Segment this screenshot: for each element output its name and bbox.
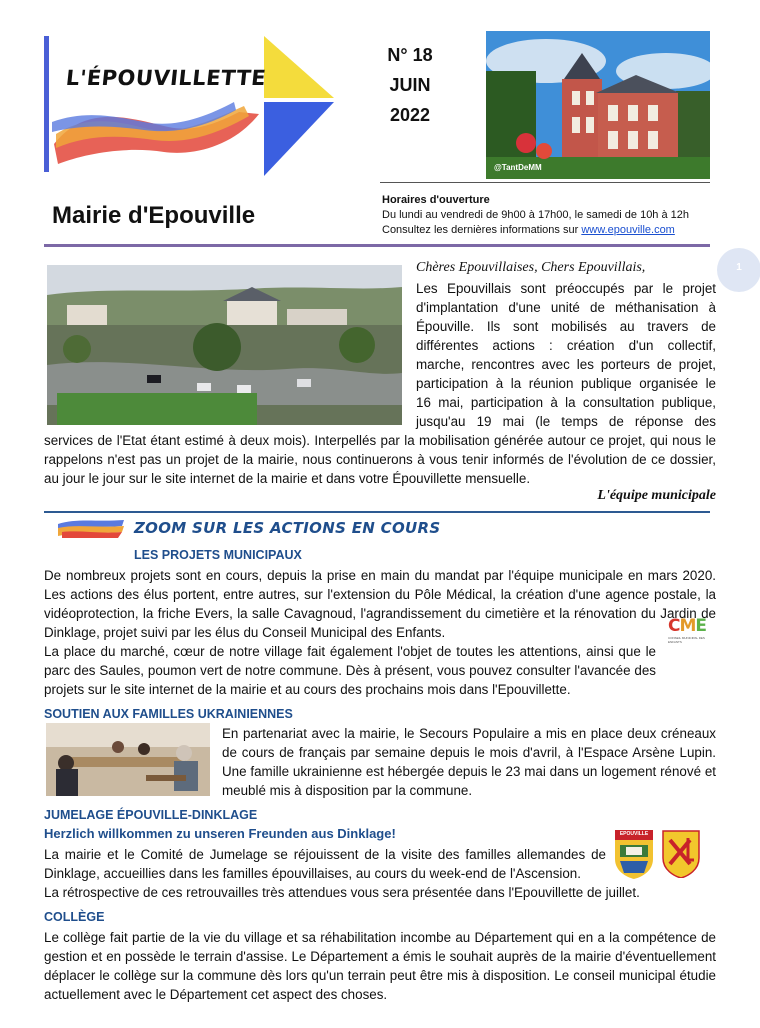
editorial-line: différentes actions : création d'un collectif,: [416, 338, 716, 353]
issue-info: [370, 40, 450, 130]
crest-label: EPOUVILLE: [619, 831, 649, 837]
editorial-line: Épouville. Ils sont mobilisés au travers de: [416, 319, 716, 334]
jumelage-body-2: La rétrospective de ces retrouvailles très attendues vous sera présentée dans l'Epouvillette de juillet.: [44, 885, 640, 900]
issue-number: N° 18: [387, 45, 433, 65]
info-prefix: Consultez les dernières informations sur: [382, 224, 582, 236]
epouville-crest-icon: [614, 829, 654, 879]
editorial-line: marche, rencontres avec les porteurs de projet,: [416, 357, 716, 372]
issue-month: JUIN: [389, 75, 431, 95]
hours-text: Du lundi au vendredi de 9h00 à 17h00, le samedi de 10h à 12h: [382, 209, 690, 221]
brush-stroke-icon: [56, 516, 126, 540]
newsletter-logo: [44, 36, 334, 176]
editorial-line: jusqu'au 19 mai (le temps de réponse des: [416, 414, 716, 429]
ukraine-body: En partenariat avec la mairie, le Secours Populaire a mis en place deux créneaux de cours de français par semaine depuis le mois d'avril, à l'Espace Arsène Lupin. Une famille ukrainienne est hébergée depuis le 23 mai dans un logement rénové et meublé mis à disposition par la commune.: [222, 726, 716, 798]
logo-title: L'ÉPOUVILLETTE: [64, 66, 268, 90]
ukraine-heading: SOUTIEN AUX FAMILLES UKRAINIENNES: [44, 707, 293, 721]
issue-year: 2022: [389, 105, 431, 125]
projects-paragraph-1: De nombreux projets sont en cours, depuis la prise en main du mandat par l'équipe municipale en mars 2020. Les actions des élus portent, entre autres, sur l'extension du Pôle Médical, la création d'une agence postale, la vidéoprotection, la friche Evers, la salle Cavagnoud, l'agrandissement du cimetière et la rénovation du Jardin de Dinklage, projet suivi par les élus du Conseil Municipal des Enfants.: [44, 568, 716, 640]
cme-logo: CME CONSEIL MUNICIPAL DES ENFANTS: [668, 616, 716, 646]
editorial-signature: L'équipe municipale: [597, 488, 716, 503]
editorial-body-cont: services de l'Etat étant estimé à deux mois). Interpellés par la mobilisation générée autour ce projet, qui nous le rappelons n'est pas un projet de la mairie, nous continuerons à vous tenir informés de l'évolution de ce dossier, au jour le jour sur le site internet de la mairie et dans votre Épouvillette mensuelle.: [44, 433, 716, 486]
projects-paragraph-2: La place du marché, cœur de notre village fait également l'objet de toutes les attentions, ainsi que le parc des Saules, poumon vert de notre commune. Dès à présent, vous pouvez consulter l'avancée des projets sur le site internet de la mairie et au cours des prochains mois dans l'Epouvillette.: [44, 644, 656, 697]
jumelage-body: La mairie et le Comité de Jumelage se réjouissent de la visite des familles allemandes de Dinklage, accueillies dans les familles épouvillaises, au cours du week-end de l'Ascension.: [44, 847, 606, 881]
zoom-section-title: ZOOM SUR LES ACTIONS EN COURS: [134, 519, 441, 537]
french-class-photo: [46, 723, 210, 796]
editorial-greeting: Chères Epouvillaises, Chers Epouvillais,: [416, 260, 646, 275]
header-divider: [380, 182, 710, 183]
editorial-line: participation à la réunion publique organisée le: [416, 376, 716, 391]
editorial-line: Les Epouvillais sont préoccupés par le projet: [416, 281, 716, 296]
college-body: Le collège fait partie de la vie du village et sa réhabilitation incombe au Département qui en a la compétence de gestion et en possède le terrain d'assise. Le Département a émis le souhait auprès de la mairie d'éventuellement déplacer le collège sur la commune dès lors qu'un terrain peut être mis à disposition. Le conseil municipal étudie actuellement avec le Département cet aspect des choses.: [44, 930, 716, 1002]
section-divider: [44, 511, 710, 513]
protest-march-photo: [47, 265, 402, 425]
college-heading: COLLÈGE: [44, 910, 105, 924]
projects-heading: LES PROJETS MUNICIPAUX: [134, 548, 302, 562]
title-underline: [44, 244, 710, 247]
editorial-body: [416, 279, 716, 431]
projects-paragraph-2-a: [44, 642, 656, 699]
opening-hours: [382, 193, 689, 238]
cme-caption: CONSEIL MUNICIPAL DES ENFANTS: [668, 636, 705, 644]
page-number: 1: [736, 262, 742, 273]
jumelage-heading: JUMELAGE ÉPOUVILLE-DINKLAGE: [44, 808, 258, 822]
editorial-line: 16 mai, participation à la consultation publique,: [416, 395, 716, 410]
town-hall-photo: [486, 31, 710, 179]
photo-credit: @TantDeMM: [494, 163, 542, 172]
jumelage-subheading: Herzlich willkommen zu unseren Freunden aus Dinklage!: [44, 826, 396, 841]
projects-body: [44, 566, 716, 642]
hours-heading: Horaires d'ouverture: [382, 194, 490, 206]
dinklage-crest-icon: [662, 830, 700, 878]
page-title: Mairie d'Epouville: [52, 202, 256, 229]
website-link[interactable]: www.epouville.com: [581, 224, 675, 236]
editorial-line: d'implantation d'une unité de méthanisation à: [416, 300, 716, 315]
